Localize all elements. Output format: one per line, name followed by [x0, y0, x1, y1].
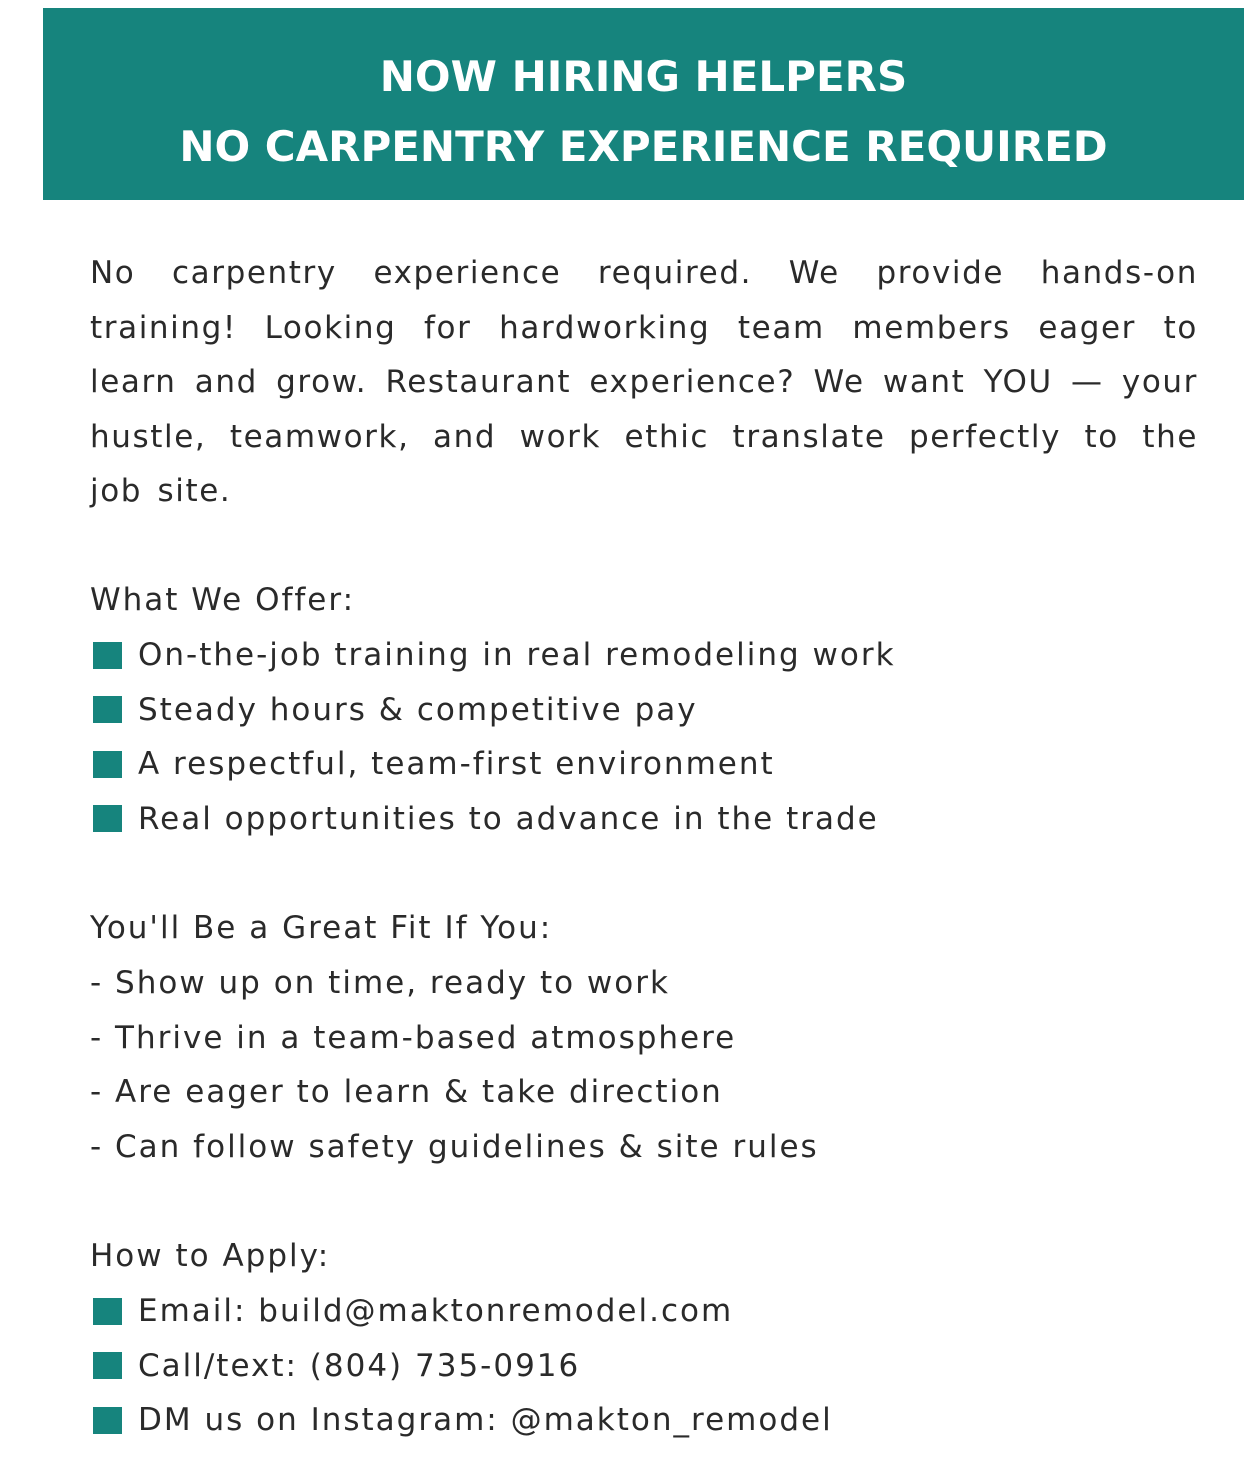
list-item — [90, 1011, 819, 1066]
fit-list — [90, 956, 819, 1174]
list-item-text: On-the-job training in real remodeling work — [138, 637, 896, 673]
contact-email: Email: build@maktonremodel.com — [138, 1293, 734, 1329]
list-item-text: - Thrive in a team-based atmosphere — [90, 1019, 737, 1056]
list-item — [90, 628, 896, 683]
fit-section-title: You'll Be a Great Fit If You: — [90, 910, 553, 946]
apply-list — [90, 1284, 833, 1448]
banner-subtitle: NO CARPENTRY EXPERIENCE REQUIRED — [179, 122, 1108, 171]
list-item — [90, 683, 896, 738]
list-item-text: - Show up on time, ready to work — [90, 965, 670, 1001]
square-bullet-icon — [93, 751, 122, 778]
contact-phone: Call/text: (804) 735-0916 — [138, 1347, 581, 1384]
offer-list — [90, 628, 896, 846]
list-item — [90, 737, 896, 792]
list-item-text: Real opportunities to advance in the trade — [138, 800, 879, 837]
contact-instagram: DM us on Instagram: @makton_remodel — [138, 1402, 833, 1438]
square-bullet-icon — [93, 1407, 122, 1434]
apply-section-title: How to Apply: — [90, 1238, 331, 1274]
square-bullet-icon — [93, 805, 122, 832]
offer-section-title: What We Offer: — [90, 582, 356, 618]
intro-paragraph: No carpentry experience required. We provide hands-on training! Looking for hardworking team members eager to learn and grow. Restaurant experience? We want YOU — your hustle, teamwork, and work ethic translate perfectly to the job site. — [90, 255, 1198, 509]
hiring-banner — [43, 8, 1244, 200]
list-item-text: - Are eager to learn & take direction — [90, 1074, 723, 1110]
square-bullet-icon — [93, 696, 122, 723]
list-item — [90, 1120, 819, 1175]
list-item-text: Steady hours & competitive pay — [138, 691, 698, 728]
banner-title: NOW HIRING HELPERS — [379, 52, 908, 101]
list-item — [90, 1284, 833, 1339]
list-item-text: A respectful, team-first environment — [138, 746, 775, 782]
list-item-text: - Can follow safety guidelines & site rules — [90, 1128, 819, 1165]
square-bullet-icon — [93, 642, 122, 669]
list-item — [90, 1065, 819, 1120]
list-item — [90, 792, 896, 847]
list-item — [90, 1339, 833, 1394]
square-bullet-icon — [93, 1352, 122, 1379]
square-bullet-icon — [93, 1298, 122, 1325]
list-item — [90, 1393, 833, 1448]
list-item — [90, 956, 819, 1011]
